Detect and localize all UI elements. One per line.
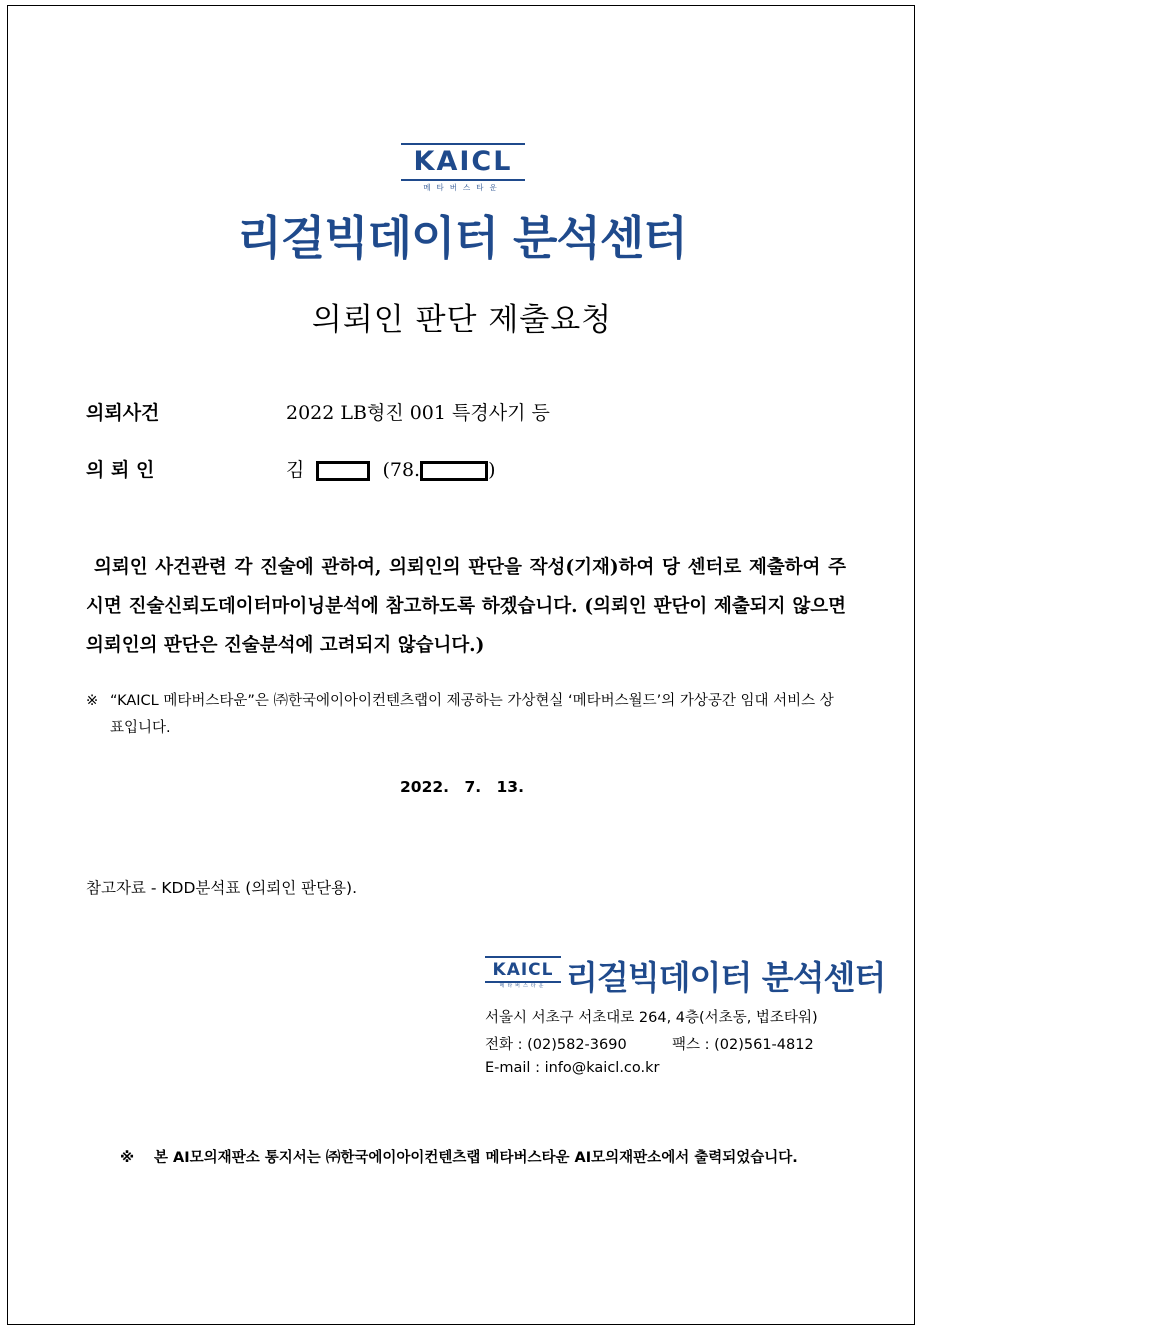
client-surname: 김 bbox=[286, 459, 305, 481]
logo-word: KAICL bbox=[413, 146, 513, 177]
footer-phone: 전화 : (02)582-3690 bbox=[485, 1037, 627, 1053]
reference-note: 참고자료 - KDD분석표 (의뢰인 판단용). bbox=[86, 879, 358, 897]
footer-center-name: 리걸빅데이터 분석센터 bbox=[566, 958, 886, 997]
client-label: 의 뢰 인 bbox=[86, 459, 155, 481]
footer-email: E-mail : info@kaicl.co.kr bbox=[485, 1060, 660, 1076]
client-value bbox=[286, 455, 496, 482]
center-name: 리걸빅데이터 분석센터 bbox=[237, 211, 687, 265]
logo-bottom-bar bbox=[401, 179, 525, 181]
footer-fax: 팩스 : (02)561-4812 bbox=[672, 1037, 814, 1053]
footer-logo-word: KAICL bbox=[492, 960, 554, 980]
case-label: 의뢰사건 bbox=[86, 402, 160, 424]
note-text: “KAICL 메타버스타운”은 ㈜한국에이아이컨텐츠랩이 제공하는 가상현실 ‘메타버스월드’의 가상공간 임대 서비스 상표입니다. bbox=[110, 693, 834, 736]
redaction-box-name bbox=[316, 461, 370, 481]
logo-top-bar bbox=[401, 143, 525, 145]
kaicl-logo bbox=[401, 143, 525, 195]
document-title: 의뢰인 판단 제출요청 bbox=[311, 302, 613, 338]
footer-logo-top-bar bbox=[485, 956, 561, 958]
note-mark: ※ bbox=[86, 693, 99, 709]
redaction-box-birth bbox=[420, 461, 488, 481]
document-date: 2022. 7. 13. bbox=[400, 778, 524, 796]
client-birth-prefix: (78. bbox=[382, 459, 421, 481]
print-notice-mark: ※ bbox=[120, 1150, 135, 1166]
logo-subtitle: 메타버스타운 bbox=[423, 183, 503, 192]
document-page bbox=[7, 5, 915, 1325]
footer-kaicl-logo bbox=[485, 956, 561, 992]
case-value: 2022 LB형진 001 특경사기 등 bbox=[286, 402, 550, 424]
trademark-note bbox=[86, 688, 846, 742]
print-notice bbox=[120, 1138, 850, 1178]
print-notice-text: 본 AI모의재판소 통지서는 ㈜한국에이아이컨텐츠랩 메타버스타운 AI모의재판소에서 출력되었습니다. bbox=[154, 1150, 798, 1166]
footer-logo-subtitle: 메타버스타운 bbox=[499, 983, 547, 989]
client-birth-suffix: ) bbox=[488, 459, 496, 481]
request-paragraph: 의뢰인 사건관련 각 진술에 관하여, 의뢰인의 판단을 작성(기재)하여 당 센터로 제출하여 주시면 진술신뢰도데이터마이닝분석에 참고하도록 하겠습니다. (의뢰인 판단이 제출되지 않으면 의뢰인의 판단은 진술분석에 고려되지 않습니다.) bbox=[86, 557, 846, 656]
footer-address: 서울시 서초구 서초대로 264, 4층(서초동, 법조타워) bbox=[485, 1010, 818, 1026]
